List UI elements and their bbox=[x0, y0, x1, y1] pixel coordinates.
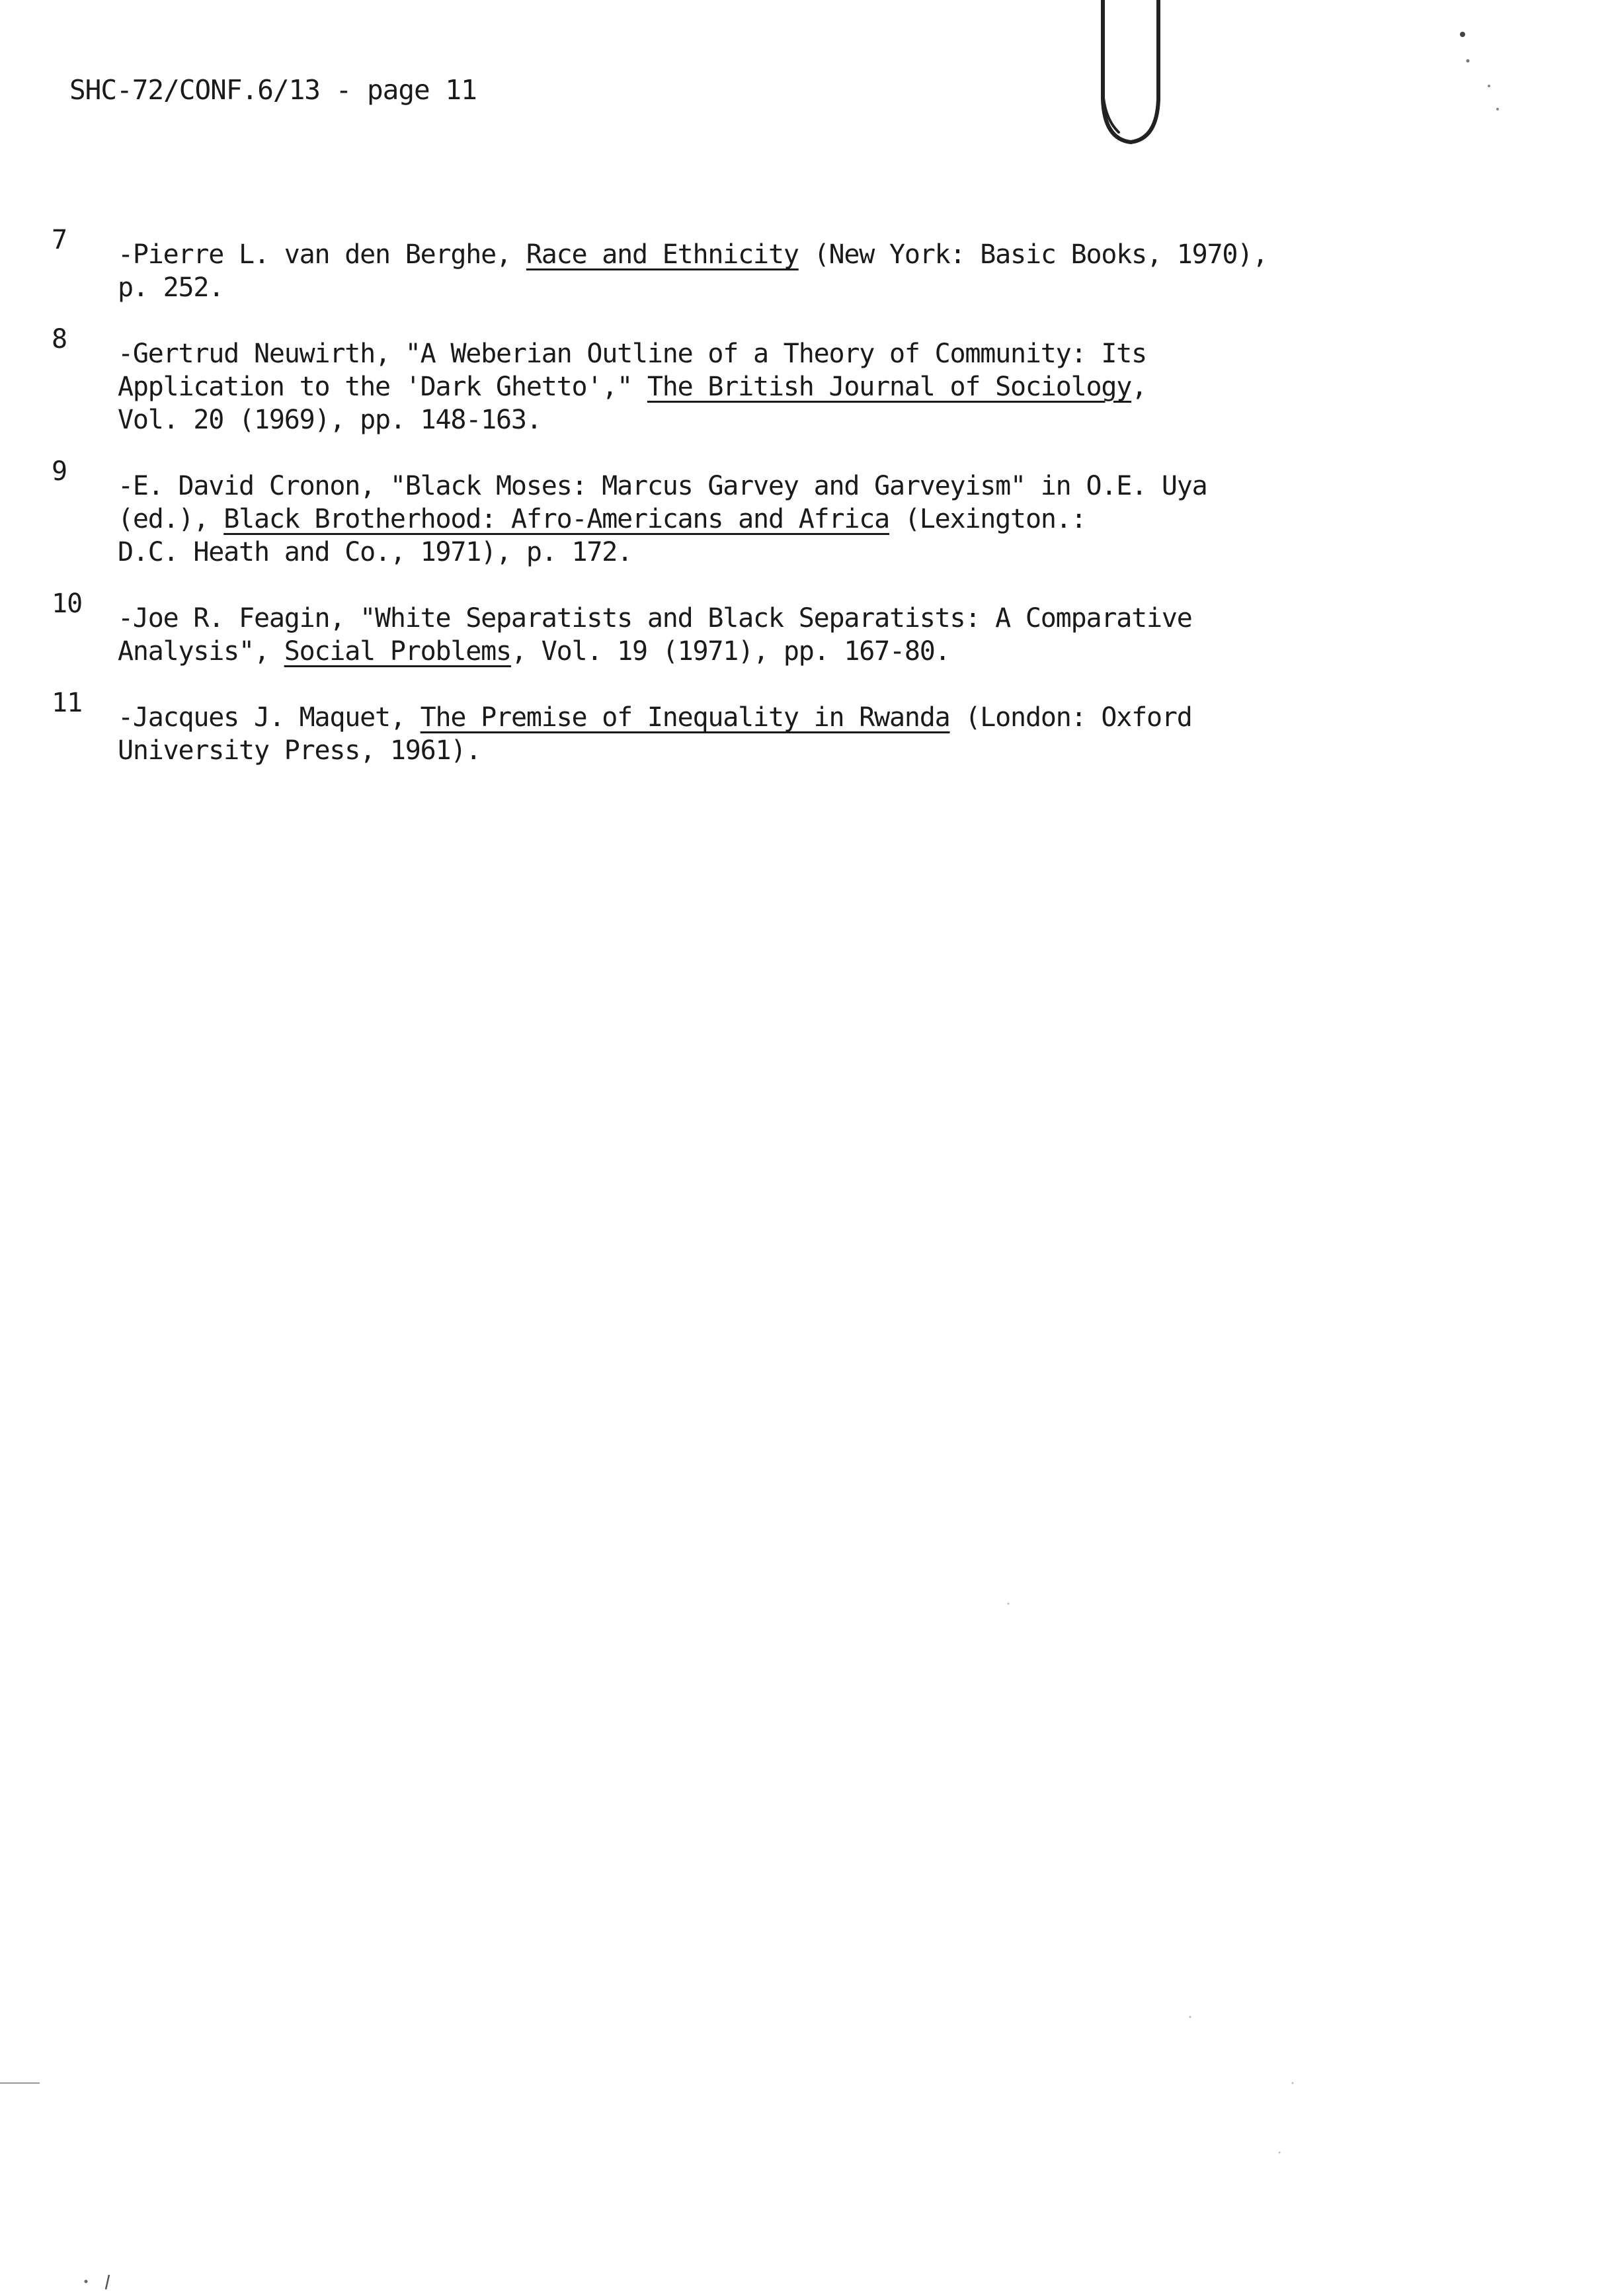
page-header-reference: SHC-72/CONF.6/13 - page 11 bbox=[69, 74, 477, 106]
footnote-text bbox=[118, 337, 1374, 436]
footnote bbox=[0, 589, 1608, 668]
footnote bbox=[0, 324, 1608, 436]
footnote-title-underlined: Black Brotherhood: Afro-Americans and Africa bbox=[223, 504, 889, 534]
footnote-text bbox=[118, 238, 1374, 304]
footnote-text-segment: (London: Oxford University Press, 1961). bbox=[118, 702, 1192, 766]
footnote-text bbox=[118, 701, 1374, 767]
footnote-number: 8 bbox=[52, 324, 67, 354]
footnote-number: 10 bbox=[52, 589, 83, 619]
footnote-title-underlined: Race and Ethnicity bbox=[526, 239, 799, 270]
footnote-text-segment: -Joe R. Feagin, "White Separatists and Black Separatists: A Comparative Analysis", bbox=[118, 603, 1192, 667]
footnote-number: 7 bbox=[52, 225, 67, 255]
footnote bbox=[0, 225, 1608, 304]
footnotes-list bbox=[0, 225, 1608, 800]
footnote-text-segment: -Gertrud Neuwirth, "A Weberian Outline of a Theory of Community: Its Application to the 'Dark Ghetto'," bbox=[118, 339, 1146, 402]
footnote-text-segment: -Pierre L. van den Berghe, bbox=[118, 239, 526, 270]
footnote-text-segment: (New York: Basic Books, 1970), p. 252. bbox=[118, 239, 1268, 303]
footnote-text-segment: -Jacques J. Maquet, bbox=[118, 702, 421, 733]
footnote-title-underlined: The Premise of Inequality in Rwanda bbox=[420, 702, 950, 733]
footnote-text-segment: -E. David Cronon, "Black Moses: Marcus Garvey and Garveyism" in O.E. Uya (ed.), bbox=[118, 471, 1207, 534]
footnote-text-segment: (Lexington.: D.C. Heath and Co., 1971), p. 172. bbox=[118, 504, 1086, 567]
footnote bbox=[0, 456, 1608, 569]
footnote-title-underlined: The British Journal of Sociology bbox=[647, 372, 1132, 402]
footnote-text bbox=[118, 602, 1374, 668]
footnote-title-underlined: Social Problems bbox=[284, 636, 511, 667]
footnote bbox=[0, 688, 1608, 767]
paper-clip-mark bbox=[1084, 0, 1177, 159]
footnote-text bbox=[118, 470, 1374, 569]
footnote-number: 11 bbox=[52, 688, 83, 718]
footnote-text-segment: , Vol. 19 (1971), pp. 167-80. bbox=[510, 636, 950, 667]
footnote-text-segment: , Vol. 20 (1969), pp. 148-163. bbox=[118, 372, 1146, 435]
footnote-number: 9 bbox=[52, 456, 67, 487]
